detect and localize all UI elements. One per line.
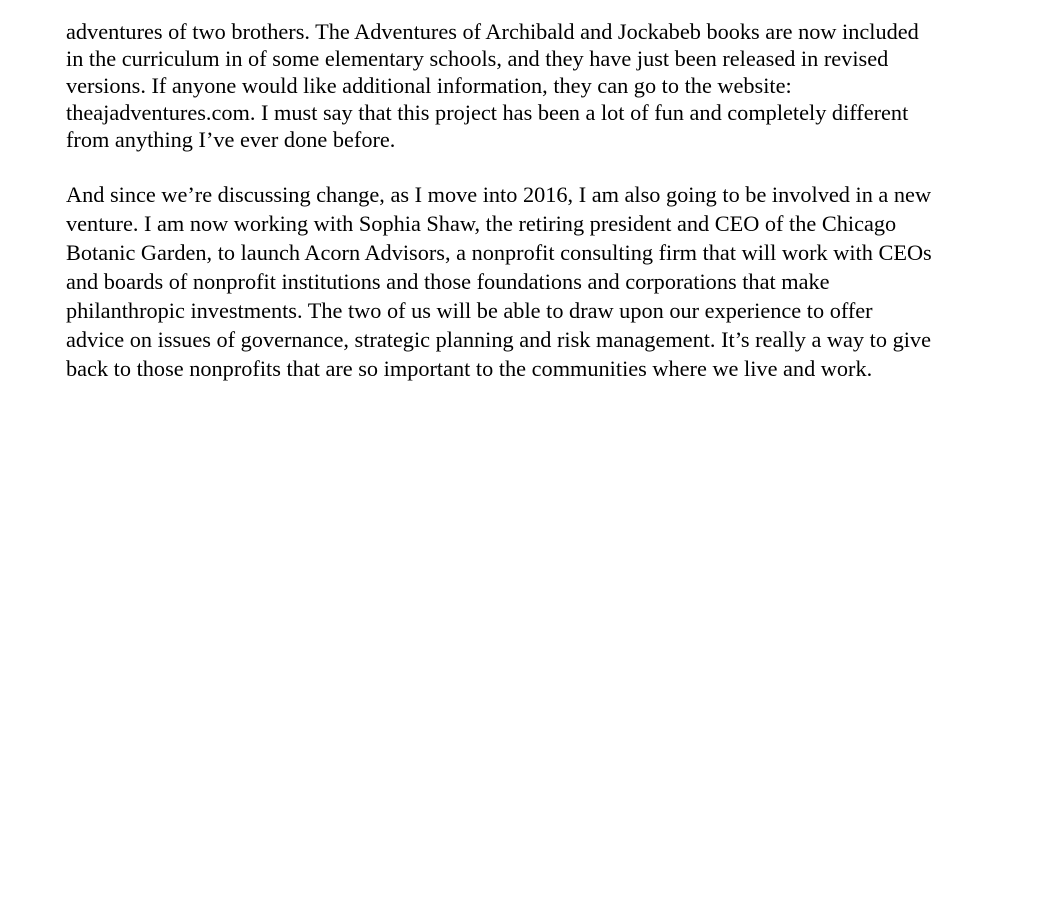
- document-body: [66, 18, 1026, 383]
- paragraph-acorn-advisors: And since we’re discussing change, as I move into 2016, I am also going to be involved in a new venture. I am now working with Sophia Shaw, the retiring president and CEO of the Chicago Botanic Garden, to launch Acorn Advisors, a nonprofit consulting firm that will work with CEOs and boards of nonprofit institutions and those foundations and corporations that make philanthropic investments. The two of us will be able to draw upon our experience to offer advice on issues of governance, strategic planning and risk management. It’s really a way to give back to those nonprofits that are so important to the communities where we live and work.: [66, 182, 932, 381]
- paragraph-children-books: adventures of two brothers. The Adventures of Archibald and Jockabeb books are now included in the curriculum in of some elementary schools, and they have just been released in revised versions. If anyone would like additional information, they can go to the website: theajadventures.com. I must say that this project has been a lot of fun and completely different from anything I’ve ever done before.: [66, 19, 919, 152]
